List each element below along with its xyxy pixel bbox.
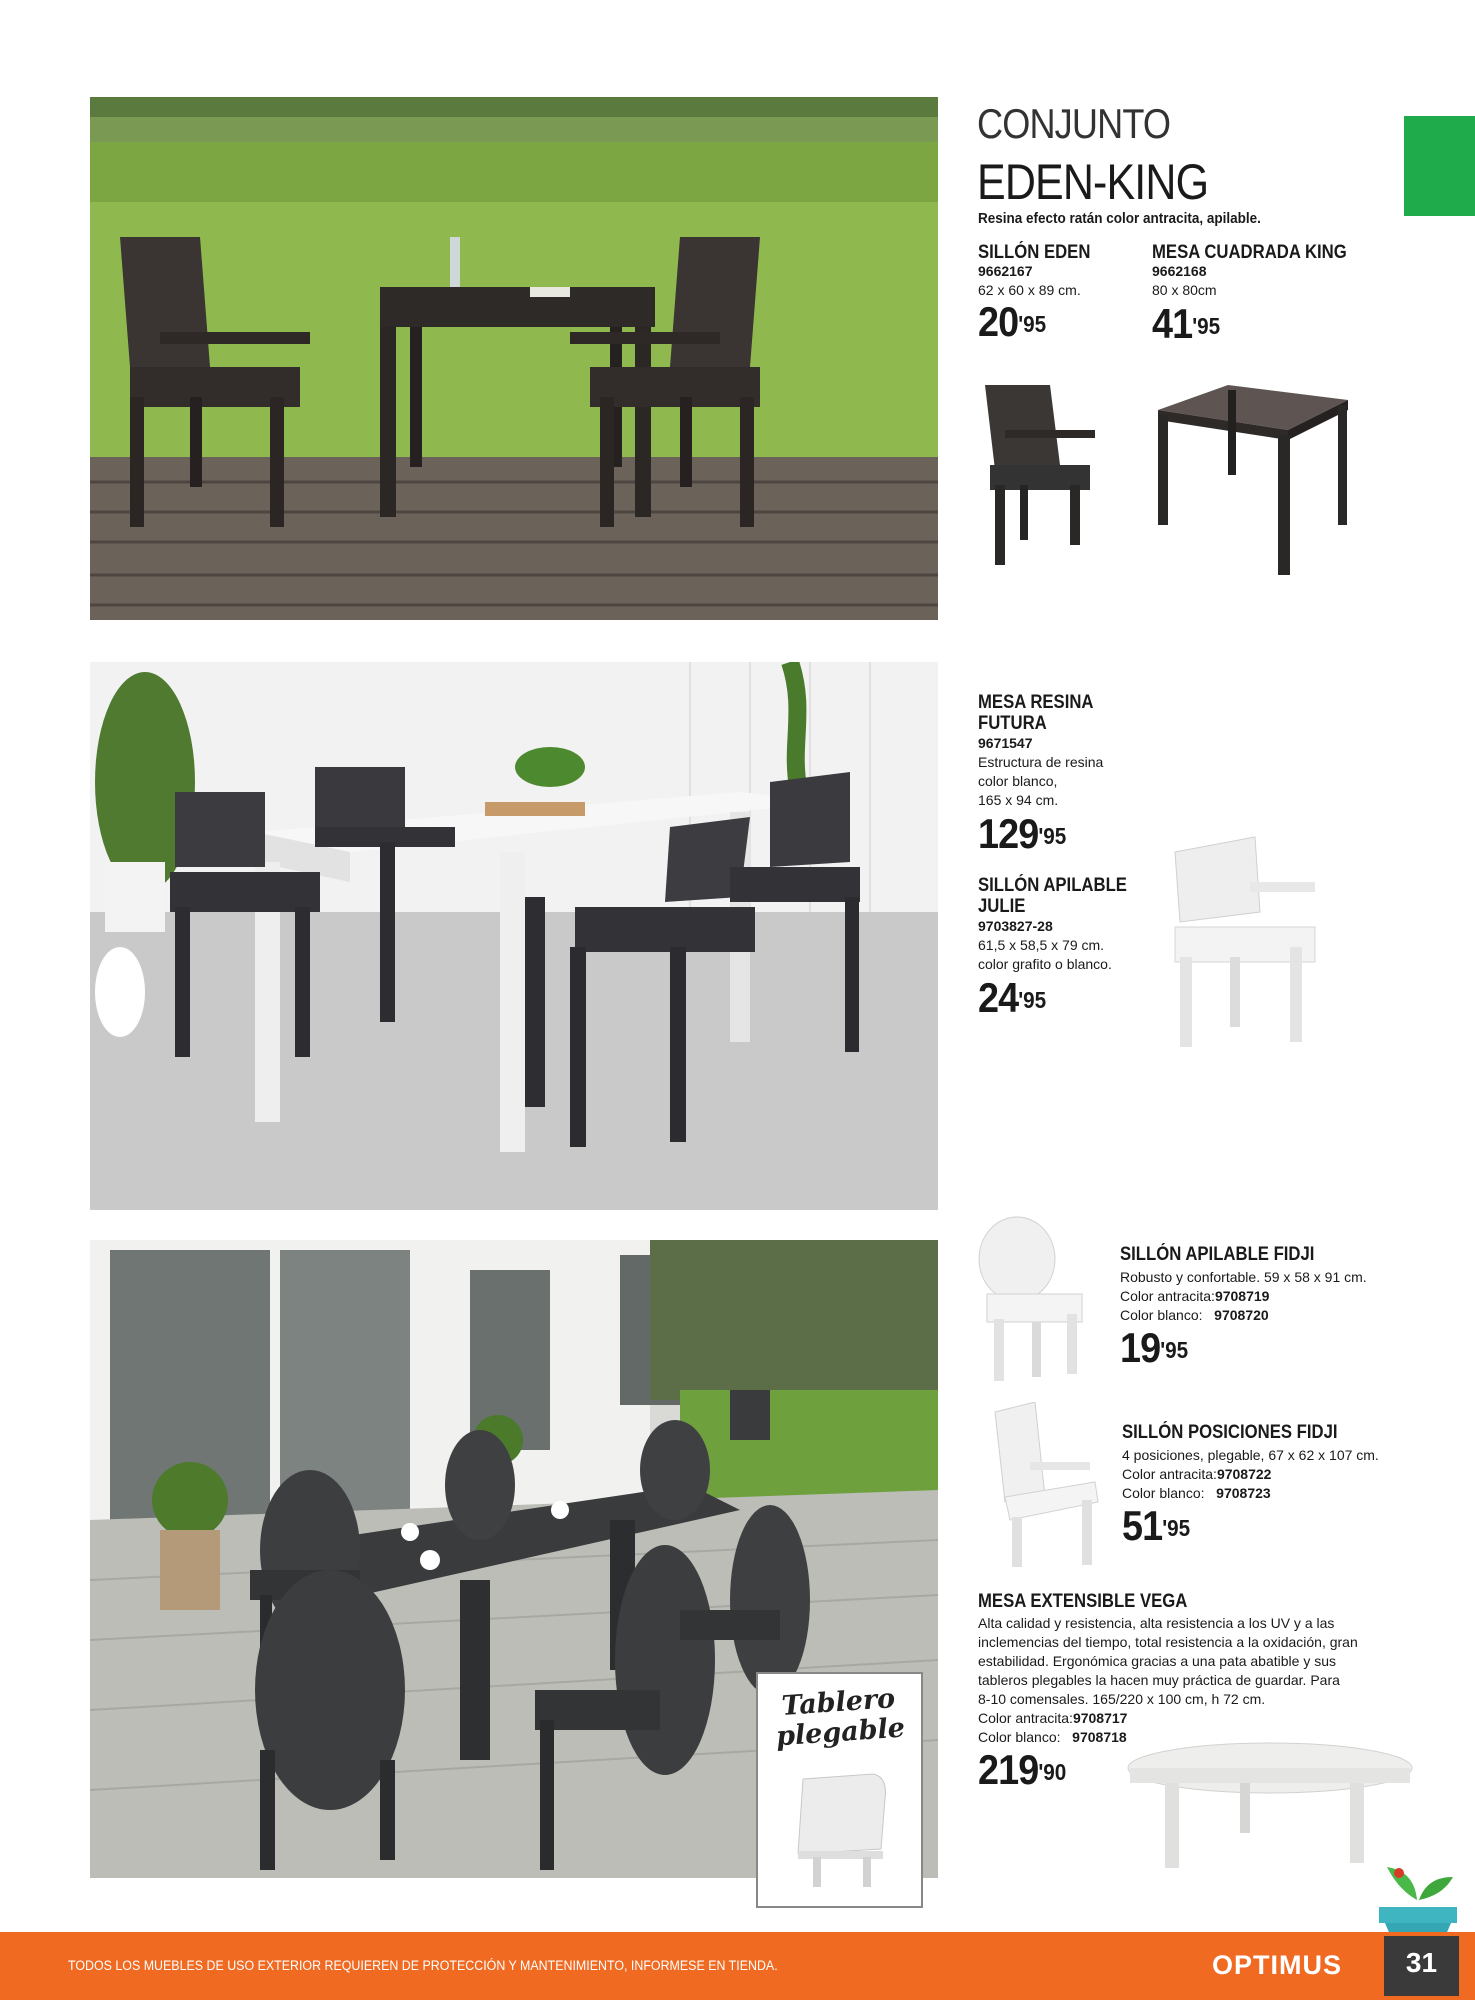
mesa-vega-price: $219^{'90}$ [978,1746,1067,1793]
mesa-vega-desc-1: Alta calidad y resistencia, alta resistencia a los UV y a las [978,1615,1335,1631]
sillon-posiciones-image [990,1402,1105,1572]
mesa-futura-price: $129^{'95}$ [978,810,1067,857]
sillon-julie-desc-2: color grafito o blanco. [978,956,1112,972]
mesa-vega-desc-4: tableros plegables la hacen muy práctica de guardar. Para [978,1672,1340,1688]
sillon-eden-image [975,380,1100,570]
mesa-futura-desc-2: color blanco, [978,773,1058,789]
mesa-vega-desc-2: inclemencias del tiempo, total resistencia a la oxidación, gran [978,1634,1358,1650]
mesa-vega-desc-5: 8-10 comensales. 165/220 x 100 cm, h 72 cm. [978,1691,1266,1707]
sillon-eden-dims: 62 x 60 x 89 cm. [978,282,1081,298]
sillon-julie-name-line2: JULIE [978,896,1026,917]
mesa-king-dims: 80 x 80cm [1152,282,1217,298]
sillon-fidji-desc: Robusto y confortable. 59 x 58 x 91 cm. [1120,1269,1367,1285]
folding-top-image [773,1769,903,1894]
sillon-fidji-name: SILLÓN APILABLE FIDJI [1120,1244,1315,1265]
mesa-futura-desc-1: Estructura de resina [978,754,1104,770]
mesa-king-name: MESA CUADRADA KING [1152,242,1347,263]
mesa-vega-image [1120,1738,1415,1883]
set-title-line1: CONJUNTO [977,100,1171,147]
footer-note: TODOS LOS MUEBLES DE USO EXTERIOR REQUIEREN DE PROTECCIÓN Y MANTENIMIENTO, INFORMESE EN TIENDA. [68,1958,778,1973]
sillon-posiciones-color1: Color antracita:9708722 [1122,1466,1272,1482]
mesa-futura-name-line2: FUTURA [978,713,1047,734]
section-tab [1404,116,1475,216]
set-title-line2: EDEN-KING [977,154,1209,210]
page-number: 31 [1405,1947,1438,1978]
mesa-vega-color1: Color antracita:9708717 [978,1710,1128,1726]
mesa-futura-desc-3: 165 x 94 cm. [978,792,1059,808]
mesa-king-price: $41^{'95}$ [1152,300,1221,347]
mesa-king-image [1148,385,1353,580]
sillon-fidji-image [972,1214,1087,1386]
set-subtitle: Resina efecto ratán color antracita, apilable. [978,210,1261,227]
mesa-vega-desc-3: estabilidad. Ergonómica gracias a una pata abatible y sus [978,1653,1336,1669]
mesa-vega-name: MESA EXTENSIBLE VEGA [978,1591,1188,1612]
sillon-posiciones-price: $51^{'95}$ [1122,1502,1191,1549]
eden-king-photo [90,97,938,620]
inset-caption-line2: plegable [775,1712,906,1753]
futura-julie-photo [90,662,938,1210]
folding-top-inset [756,1672,923,1908]
sillon-julie-price: $24^{'95}$ [978,974,1047,1021]
brand-logo: OPTIMUS [1212,1950,1343,1980]
inset-caption-line1: Tablero [780,1683,897,1722]
sillon-fidji-color2: Color blanco: 9708720 [1120,1307,1269,1323]
sillon-posiciones-desc: 4 posiciones, plegable, 67 x 62 x 107 cm. [1122,1447,1379,1463]
sillon-eden-name: SILLÓN EDEN [978,242,1091,263]
plant-pot-icon [1375,1855,1460,1937]
mesa-vega-color2: Color blanco: 9708718 [978,1729,1127,1745]
sillon-eden-ref: 9662167 [978,263,1033,279]
sillon-julie-name-line1: SILLÓN APILABLE [978,875,1127,896]
sillon-julie-image [1160,832,1325,1057]
mesa-futura-ref: 9671547 [978,735,1033,751]
sillon-fidji-color1: Color antracita:9708719 [1120,1288,1270,1304]
sillon-eden-price: $20^{'95}$ [978,298,1047,345]
sillon-fidji-price: $19^{'95}$ [1120,1324,1189,1371]
sillon-posiciones-name: SILLÓN POSICIONES FIDJI [1122,1422,1338,1443]
sillon-julie-desc-1: 61,5 x 58,5 x 79 cm. [978,937,1105,953]
sillon-posiciones-color2: Color blanco: 9708723 [1122,1485,1271,1501]
mesa-futura-name-line1: MESA RESINA [978,692,1094,713]
inset-caption [756,1682,923,1753]
sillon-julie-ref: 9703827-28 [978,918,1053,934]
mesa-king-ref: 9662168 [1152,263,1207,279]
